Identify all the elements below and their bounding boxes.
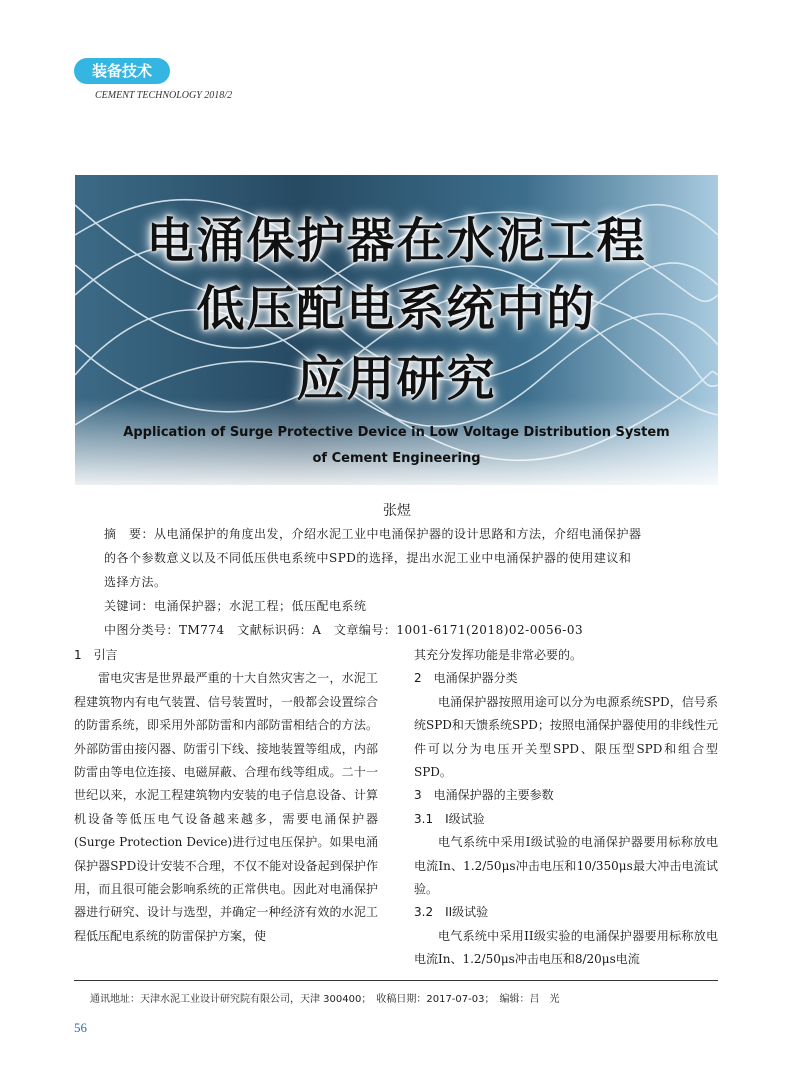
- title-zh-line3: 应用研究: [296, 351, 497, 407]
- title-banner: [75, 175, 718, 485]
- right-paragraph: 其充分发挥功能是非常必要的。: [414, 648, 583, 662]
- right-heading: 2 电涌保护器分类: [414, 671, 518, 686]
- title-zh-line1: 电涌保护器在水泥工程: [146, 213, 647, 269]
- left-heading: 1 引言: [74, 648, 118, 662]
- keywords-label: 关键词：: [104, 599, 155, 613]
- abstract-line2: 的各个参数意义以及不同低压供电系统中SPD的选择，提出水泥工业中电涌保护器的使用建议和: [104, 551, 632, 565]
- body-left-column: [74, 644, 378, 948]
- abstract-line1: [104, 522, 704, 546]
- section-badge: 装备技术: [74, 58, 170, 84]
- right-paragraph: 电气系统中采用II级实验的电涌保护器要用标称放电电流In、1.2/50μs冲击电压和8/20μs电流: [414, 928, 718, 967]
- right-heading: 3.2 II级试验: [414, 905, 489, 920]
- right-heading: 3.1 I级试验: [414, 811, 485, 826]
- keywords: [104, 594, 704, 618]
- right-paragraph: 电气系统中采用I级试验的电涌保护器要用标称放电电流In、1.2/50μs冲击电压和10/350μs最大冲击电流试验。: [414, 835, 718, 897]
- abstract-text-1: 从电涌保护的角度出发，介绍水泥工业中电涌保护器的设计思路和方法，介绍电涌保护器: [154, 527, 642, 541]
- classification-line: 中图分类号：TM774 文献标识码：A 文章编号：1001-6171(2018)02-0056-03: [104, 623, 584, 637]
- body-right-column: [414, 644, 718, 972]
- title-zh-line2: 低压配电系统中的: [196, 281, 597, 337]
- abstract-line3: 选择方法。: [104, 575, 167, 589]
- title-en-line2: of Cement Engineering: [312, 451, 481, 466]
- title-en-line1: Application of Surge Protective Device in Low Voltage Distribution System: [123, 425, 670, 440]
- keywords-text: 电涌保护器；水泥工程；低压配电系统: [154, 599, 367, 613]
- right-paragraph: 电涌保护器按照用途可以分为电源系统SPD，信号系统SPD和天馈系统SPD；按照电涌保护器使用的非线性元件可以分为电压开关型SPD、限压型SPD和组合型SPD。: [414, 694, 718, 780]
- left-paragraph: 雷电灾害是世界最严重的十大自然灾害之一，水泥工程建筑物内有电气装置、信号装置时，一般都会设置综合的防雷系统，即采用外部防雷和内部防雷相结合的方法。外部防雷由接闪器、防雷引下线、接地装置等组成，内部防雷由等电位连接、电磁屏蔽、合理布线等组成。二十一世纪以来，水泥工程建筑物内安装的电子信息设备、计算机设备等低压电气设备越来越多，需要电涌保护器(Surge Protection Device)进行过电压保护。如果电涌保护器SPD设计安装不合理，不仅不能对设备起到保护作用，而且很可能会影响系统的正常供电。因此对电涌保护器进行研究、设计与选型，并确定一种经济有效的水泥工程低压配电系统的防雷保护方案，使: [74, 671, 378, 943]
- page-number: 56: [74, 1020, 87, 1035]
- journal-name: CEMENT TECHNOLOGY 2018/2: [95, 90, 233, 101]
- footer-rule: [74, 980, 718, 981]
- abstract-label: 摘 要：: [104, 527, 155, 541]
- right-heading: 3 电涌保护器的主要参数: [414, 788, 554, 803]
- footer-address: 通讯地址：天津水泥工业设计研究院有限公司，天津 300400； 收稿日期：2017-07-03； 编辑：吕 光: [90, 994, 560, 1005]
- author-name: 张煜: [383, 503, 411, 519]
